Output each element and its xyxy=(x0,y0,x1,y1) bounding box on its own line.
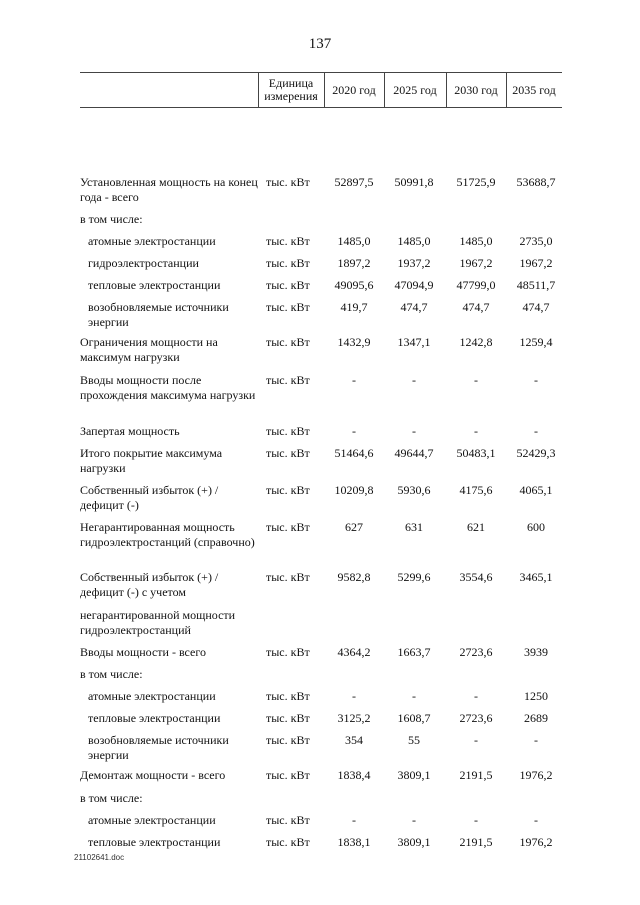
cell-value: - xyxy=(352,373,356,387)
cell-value: - xyxy=(534,373,538,387)
cell-value: 52897,5 xyxy=(334,175,374,189)
row-label: в том числе: xyxy=(80,212,143,226)
row-unit: тыс. кВт xyxy=(266,278,310,292)
row-label: атомные электростанции xyxy=(88,689,216,703)
cell-value: 631 xyxy=(405,520,423,534)
row-unit: тыс. кВт xyxy=(266,711,310,725)
cell-value: 48511,7 xyxy=(516,278,556,292)
row-unit: тыс. кВт xyxy=(266,645,310,659)
cell-value: 419,7 xyxy=(340,300,368,314)
row-unit: тыс. кВт xyxy=(266,835,310,849)
cell-value: 2723,6 xyxy=(459,711,493,725)
row-unit: тыс. кВт xyxy=(266,373,310,387)
cell-value: - xyxy=(412,424,416,438)
cell-value: - xyxy=(412,373,416,387)
page-number: 137 xyxy=(308,36,332,52)
cell-value: 2723,6 xyxy=(459,645,493,659)
cell-value: 3554,6 xyxy=(459,570,493,584)
cell-value: 1838,4 xyxy=(337,768,371,782)
row-label: Демонтаж мощности - всего xyxy=(80,768,226,782)
cell-value: 5930,6 xyxy=(397,483,431,497)
cell-value: 4175,6 xyxy=(459,483,493,497)
row-label: тепловые электростанции xyxy=(88,711,221,725)
row-label: атомные электростанции xyxy=(88,813,216,827)
cell-value: 3465,1 xyxy=(519,570,553,584)
cell-value: 50991,8 xyxy=(394,175,434,189)
cell-value: 3125,2 xyxy=(337,711,371,725)
cell-value: 1485,0 xyxy=(397,234,431,248)
cell-value: 9582,8 xyxy=(337,570,371,584)
row-label: Собственный избыток (+) / дефицит (-) xyxy=(80,483,219,512)
row-unit: тыс. кВт xyxy=(266,768,310,782)
cell-value: 474,7 xyxy=(400,300,428,314)
cell-value: 5299,6 xyxy=(397,570,431,584)
header-2030: 2030 год xyxy=(454,82,498,97)
cell-value: 627 xyxy=(345,520,363,534)
cell-value: - xyxy=(474,424,478,438)
cell-value: - xyxy=(412,689,416,703)
data-table xyxy=(80,72,562,849)
row-unit: тыс. кВт xyxy=(266,446,310,460)
cell-value: 2191,5 xyxy=(459,768,493,782)
cell-value: 1838,1 xyxy=(337,835,371,849)
cell-value: - xyxy=(352,689,356,703)
row-label: Запертая мощность xyxy=(80,424,180,438)
cell-value: - xyxy=(534,424,538,438)
row-unit: тыс. кВт xyxy=(266,733,310,747)
cell-value: 1250 xyxy=(524,689,548,703)
cell-value: 49095,6 xyxy=(334,278,374,292)
cell-value: 1608,7 xyxy=(397,711,431,725)
cell-value: 1976,2 xyxy=(519,768,553,782)
cell-value: 3809,1 xyxy=(397,835,431,849)
cell-value: 474,7 xyxy=(462,300,490,314)
cell-value: 1485,0 xyxy=(459,234,493,248)
cell-value: 1976,2 xyxy=(519,835,553,849)
row-label: Вводы мощности - всего xyxy=(80,645,206,659)
cell-value: 52429,3 xyxy=(516,446,556,460)
header-2035: 2035 год xyxy=(512,82,556,97)
cell-value: 4364,2 xyxy=(337,645,371,659)
row-label: в том числе: xyxy=(80,791,143,805)
cell-value: 1897,2 xyxy=(337,256,371,270)
row-label: негарантированной мощности гидроэлектростанций xyxy=(80,608,236,637)
cell-value: - xyxy=(352,424,356,438)
cell-value: 1347,1 xyxy=(397,335,431,349)
row-label: тепловые электростанции xyxy=(88,835,221,849)
cell-value: 4065,1 xyxy=(519,483,553,497)
cell-value: 1242,8 xyxy=(459,335,493,349)
row-unit: тыс. кВт xyxy=(266,175,310,189)
cell-value: 1937,2 xyxy=(397,256,431,270)
row-unit: тыс. кВт xyxy=(266,689,310,703)
cell-value: 1432,9 xyxy=(337,335,371,349)
cell-value: 2191,5 xyxy=(459,835,493,849)
cell-value: - xyxy=(534,733,538,747)
row-label: Негарантированная мощность гидроэлектростанций (справочно) xyxy=(80,520,255,549)
cell-value: 3809,1 xyxy=(397,768,431,782)
row-label: в том числе: xyxy=(80,667,143,681)
row-unit: тыс. кВт xyxy=(266,256,310,270)
cell-value: 621 xyxy=(467,520,485,534)
cell-value: 55 xyxy=(408,733,420,747)
cell-value: - xyxy=(474,689,478,703)
header-unit: Единица измерения xyxy=(264,76,318,103)
cell-value: 600 xyxy=(527,520,545,534)
cell-value: 1663,7 xyxy=(397,645,431,659)
cell-value: 2689 xyxy=(524,711,548,725)
row-label: тепловые электростанции xyxy=(88,278,221,292)
footer-file-code: 21102641.doc xyxy=(74,853,125,862)
header-2025: 2025 год xyxy=(393,82,437,97)
table-header xyxy=(80,72,562,108)
header-2020: 2020 год xyxy=(332,82,376,97)
cell-value: 47799,0 xyxy=(456,278,496,292)
row-label: Вводы мощности после прохождения максимума нагрузки xyxy=(80,373,256,402)
row-unit: тыс. кВт xyxy=(266,483,310,497)
row-label: атомные электростанции xyxy=(88,234,216,248)
cell-value: - xyxy=(352,813,356,827)
row-label: возобновляемые источники энергии xyxy=(88,733,229,762)
cell-value: 474,7 xyxy=(522,300,550,314)
row-label: возобновляемые источники энергии xyxy=(88,300,229,329)
cell-value: 50483,1 xyxy=(456,446,496,460)
cell-value: - xyxy=(474,813,478,827)
cell-value: 1259,4 xyxy=(519,335,553,349)
cell-value: - xyxy=(534,813,538,827)
cell-value: 51464,6 xyxy=(334,446,374,460)
row-label: Установленная мощность на конец года - всего xyxy=(80,175,258,204)
cell-value: 1967,2 xyxy=(519,256,553,270)
cell-value: - xyxy=(412,813,416,827)
cell-value: - xyxy=(474,373,478,387)
row-unit: тыс. кВт xyxy=(266,813,310,827)
row-label: гидроэлектростанции xyxy=(88,256,199,270)
cell-value: 10209,8 xyxy=(334,483,374,497)
row-unit: тыс. кВт xyxy=(266,335,310,349)
cell-value: 49644,7 xyxy=(394,446,434,460)
row-label: Собственный избыток (+) / дефицит (-) с учетом xyxy=(80,570,219,599)
cell-value: 47094,9 xyxy=(394,278,434,292)
row-unit: тыс. кВт xyxy=(266,520,310,534)
row-label: Итого покрытие максимума нагрузки xyxy=(80,446,223,475)
cell-value: 53688,7 xyxy=(516,175,556,189)
row-unit: тыс. кВт xyxy=(266,570,310,584)
row-unit: тыс. кВт xyxy=(266,424,310,438)
cell-value: 51725,9 xyxy=(456,175,496,189)
cell-value: 354 xyxy=(345,733,363,747)
row-unit: тыс. кВт xyxy=(266,234,310,248)
cell-value: 3939 xyxy=(524,645,548,659)
cell-value: 1485,0 xyxy=(337,234,371,248)
cell-value: 2735,0 xyxy=(519,234,553,248)
cell-value: - xyxy=(474,733,478,747)
row-label: Ограничения мощности на максимум нагрузки xyxy=(80,335,218,364)
cell-value: 1967,2 xyxy=(459,256,493,270)
row-unit: тыс. кВт xyxy=(266,300,310,314)
